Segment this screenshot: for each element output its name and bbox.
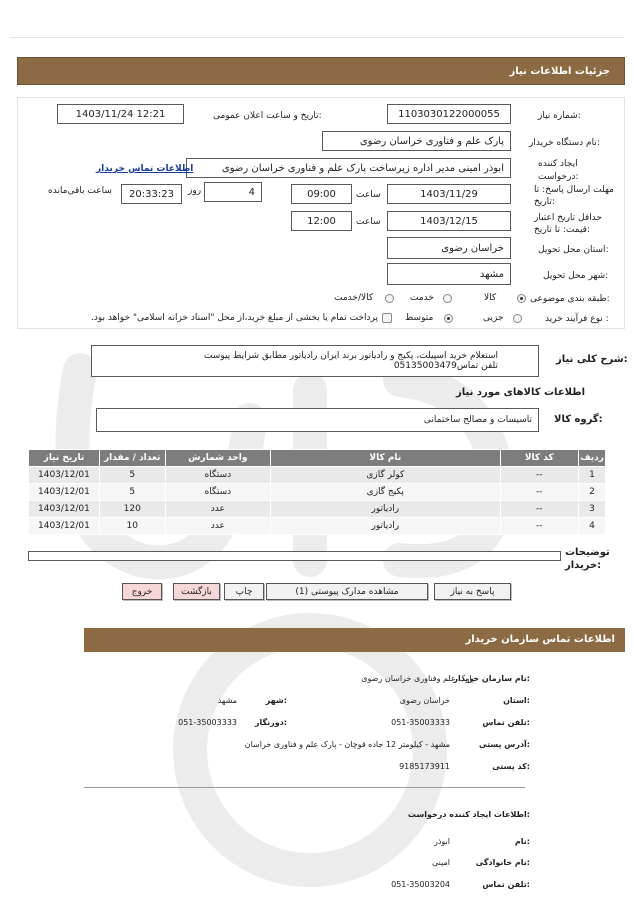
need-number-field: 1103030122000055 bbox=[387, 104, 511, 124]
treasury-payment-checkbox[interactable] bbox=[382, 313, 392, 323]
description-line-1: استعلام خرید اسپیلت، پکیج و رادیاتور برند ایران رادیاتور مطابق شرایط پیوست bbox=[203, 351, 498, 361]
cell-row: 4 bbox=[579, 518, 606, 535]
creator-label: ایجاد کننده درخواست: bbox=[538, 159, 579, 182]
contact-header bbox=[84, 628, 625, 652]
creator-family-value: امینی bbox=[431, 858, 450, 867]
exit-button[interactable]: خروج bbox=[122, 583, 162, 600]
goods-table-header bbox=[29, 450, 606, 467]
purchase-minor-radio[interactable] bbox=[513, 314, 522, 323]
category-service-label: خدمت bbox=[410, 293, 434, 303]
table-row bbox=[29, 467, 606, 484]
purchase-medium-radio[interactable] bbox=[444, 314, 453, 323]
cell-quantity: 120 bbox=[99, 501, 165, 518]
cell-quantity: 5 bbox=[99, 467, 165, 484]
contact-fax-value: 051-35003333 bbox=[178, 718, 237, 727]
description-label: شرح کلی نیاز: bbox=[556, 354, 628, 365]
contact-address-value: مشهد - کیلومتر 12 جاده قوچان - پارک علم و فناوری خراسان bbox=[244, 740, 450, 749]
creator-info-title: اطلاعات ایجاد کننده درخواست: bbox=[407, 810, 530, 819]
cell-goods-code: -- bbox=[500, 484, 579, 501]
days-label: روز bbox=[188, 186, 202, 196]
cell-need-date: 1403/12/01 bbox=[29, 467, 100, 484]
contact-phone-label: تلفن تماس: bbox=[482, 718, 530, 727]
cell-goods-name: پکیج گازی bbox=[271, 484, 500, 501]
cell-unit: دستگاه bbox=[165, 484, 270, 501]
contact-postal-label: کد پستی: bbox=[492, 762, 530, 771]
contact-postal-value: 9185173911 bbox=[399, 762, 450, 771]
top-divider bbox=[10, 37, 624, 38]
table-row bbox=[29, 518, 606, 535]
remaining-time-field: 20:33:23 bbox=[121, 184, 182, 204]
col-need-date: تاریخ نیاز bbox=[29, 450, 100, 467]
creator-family-label: نام خانوادگی: bbox=[475, 858, 530, 867]
send-time-field: 09:00 bbox=[291, 184, 352, 204]
province-field: خراسان رضوی bbox=[387, 237, 511, 259]
col-unit: واحد شمارش bbox=[165, 450, 270, 467]
goods-group-label: گروه کالا: bbox=[554, 414, 603, 425]
need-number-label: شماره نیاز: bbox=[538, 111, 581, 121]
creator-field: ابوذر امینی مدیر اداره زیرساخت پارک علم و فناوری خراسان رضوی bbox=[186, 158, 511, 178]
contact-city-label: شهر: bbox=[265, 696, 287, 705]
contact-org-value: پارک علم وفناوری خراسان رضوی bbox=[361, 674, 474, 683]
creator-phone-label: تلفن تماس: bbox=[482, 880, 530, 889]
validity-date-field: 1403/12/15 bbox=[387, 211, 511, 231]
creator-name-value: ابوذر bbox=[433, 837, 450, 846]
cell-unit: عدد bbox=[165, 501, 270, 518]
cell-need-date: 1403/12/01 bbox=[29, 518, 100, 535]
days-field: 4 bbox=[204, 182, 262, 202]
description-box bbox=[91, 345, 539, 377]
city-label: شهر محل تحویل: bbox=[543, 271, 609, 281]
back-button[interactable]: بازگشت bbox=[173, 583, 220, 600]
contact-title: اطلاعات تماس سازمان خریدار bbox=[465, 634, 615, 645]
cell-goods-code: -- bbox=[500, 467, 579, 484]
buyer-org-field: پارک علم و فناوری خراسان رضوی bbox=[322, 131, 511, 151]
cell-goods-name: کولر گازی bbox=[271, 467, 500, 484]
contact-city-value: مشهد bbox=[217, 696, 237, 705]
contact-phone-value: 051-35003333 bbox=[391, 718, 450, 727]
announce-datetime-field: 1403/11/24 12:21 bbox=[57, 104, 184, 124]
cell-row: 3 bbox=[579, 501, 606, 518]
contact-province-value: خراسان رضوی bbox=[399, 696, 450, 705]
col-quantity: تعداد / مقدار bbox=[99, 450, 165, 467]
print-button[interactable]: چاپ bbox=[224, 583, 264, 600]
category-label: طبقه بندی موضوعی: bbox=[530, 294, 610, 304]
cell-row: 2 bbox=[579, 484, 606, 501]
contact-org-label: نام سازمان خریدار: bbox=[453, 674, 530, 683]
validity-time-field: 12:00 bbox=[291, 211, 352, 231]
creator-name-label: نام: bbox=[514, 837, 530, 846]
cell-goods-code: -- bbox=[500, 501, 579, 518]
cell-unit: عدد bbox=[165, 518, 270, 535]
send-deadline-label: مهلت ارسال پاسخ: تا تاریخ: bbox=[534, 185, 614, 207]
buyer-contact-link[interactable]: اطلاعات تماس خریدار bbox=[96, 164, 194, 174]
col-goods-name: نام کالا bbox=[271, 450, 500, 467]
category-service-radio[interactable] bbox=[443, 294, 452, 303]
validity-label: حداقل تاریخ اعتبار قیمت: تا تاریخ: bbox=[534, 213, 602, 235]
category-goods-label: کالا bbox=[484, 293, 497, 303]
contact-address-label: آدرس پستی: bbox=[479, 740, 530, 749]
announce-label: تاریخ و ساعت اعلان عمومی: bbox=[213, 111, 322, 121]
goods-table bbox=[28, 449, 606, 535]
buyer-notes-label: توضیحات خریدار: bbox=[565, 547, 610, 571]
category-goods-radio[interactable] bbox=[517, 294, 526, 303]
city-field: مشهد bbox=[387, 263, 511, 285]
creator-phone-value: 051-35003204 bbox=[391, 880, 450, 889]
table-row bbox=[29, 484, 606, 501]
page-header bbox=[17, 57, 625, 85]
view-attachments-button[interactable]: مشاهده مدارک پیوستی (1) bbox=[266, 583, 428, 600]
validity-time-label: ساعت bbox=[356, 217, 381, 227]
province-label: استان محل تحویل: bbox=[538, 245, 609, 255]
reply-button[interactable]: پاسخ به نیاز bbox=[434, 583, 511, 600]
treasury-payment-note: پرداخت تمام یا بخشی از مبلغ خرید،از محل "اسناد خزانه اسلامی" خواهد بود. bbox=[90, 313, 378, 323]
col-goods-code: کد کالا bbox=[500, 450, 579, 467]
contact-divider bbox=[84, 787, 525, 788]
description-line-2: تلفن تماس05135003479 bbox=[393, 361, 498, 371]
cell-quantity: 10 bbox=[99, 518, 165, 535]
purchase-medium-label: متوسط bbox=[405, 313, 434, 323]
purchase-minor-label: جزیی bbox=[483, 313, 504, 323]
buyer-org-label: نام دستگاه خریدار: bbox=[529, 138, 600, 148]
category-both-label: کالا/خدمت bbox=[334, 293, 374, 303]
send-time-label: ساعت bbox=[356, 190, 381, 200]
page-title: جزئیات اطلاعات نیاز bbox=[509, 66, 610, 77]
category-both-radio[interactable] bbox=[385, 294, 394, 303]
table-row bbox=[29, 501, 606, 518]
contact-fax-label: دورنگار: bbox=[254, 718, 287, 727]
cell-quantity: 5 bbox=[99, 484, 165, 501]
col-row: ردیف bbox=[579, 450, 606, 467]
cell-need-date: 1403/12/01 bbox=[29, 484, 100, 501]
remaining-time-label: ساعت باقی‌مانده bbox=[48, 186, 112, 196]
cell-unit: دستگاه bbox=[165, 467, 270, 484]
cell-goods-name: رادیاتور bbox=[271, 501, 500, 518]
cell-goods-code: -- bbox=[500, 518, 579, 535]
cell-goods-name: رادیاتور bbox=[271, 518, 500, 535]
contact-province-label: استان: bbox=[503, 696, 530, 705]
goods-group-field: تاسیسات و مصالح ساختمانی bbox=[96, 408, 539, 432]
cell-need-date: 1403/12/01 bbox=[29, 501, 100, 518]
cell-row: 1 bbox=[579, 467, 606, 484]
goods-section-title: اطلاعات کالاهای مورد نیاز bbox=[456, 387, 586, 398]
buyer-notes-field bbox=[28, 551, 561, 561]
purchase-type-label: نوع فرآیند خرید : bbox=[545, 314, 609, 324]
send-date-field: 1403/11/29 bbox=[387, 184, 511, 204]
